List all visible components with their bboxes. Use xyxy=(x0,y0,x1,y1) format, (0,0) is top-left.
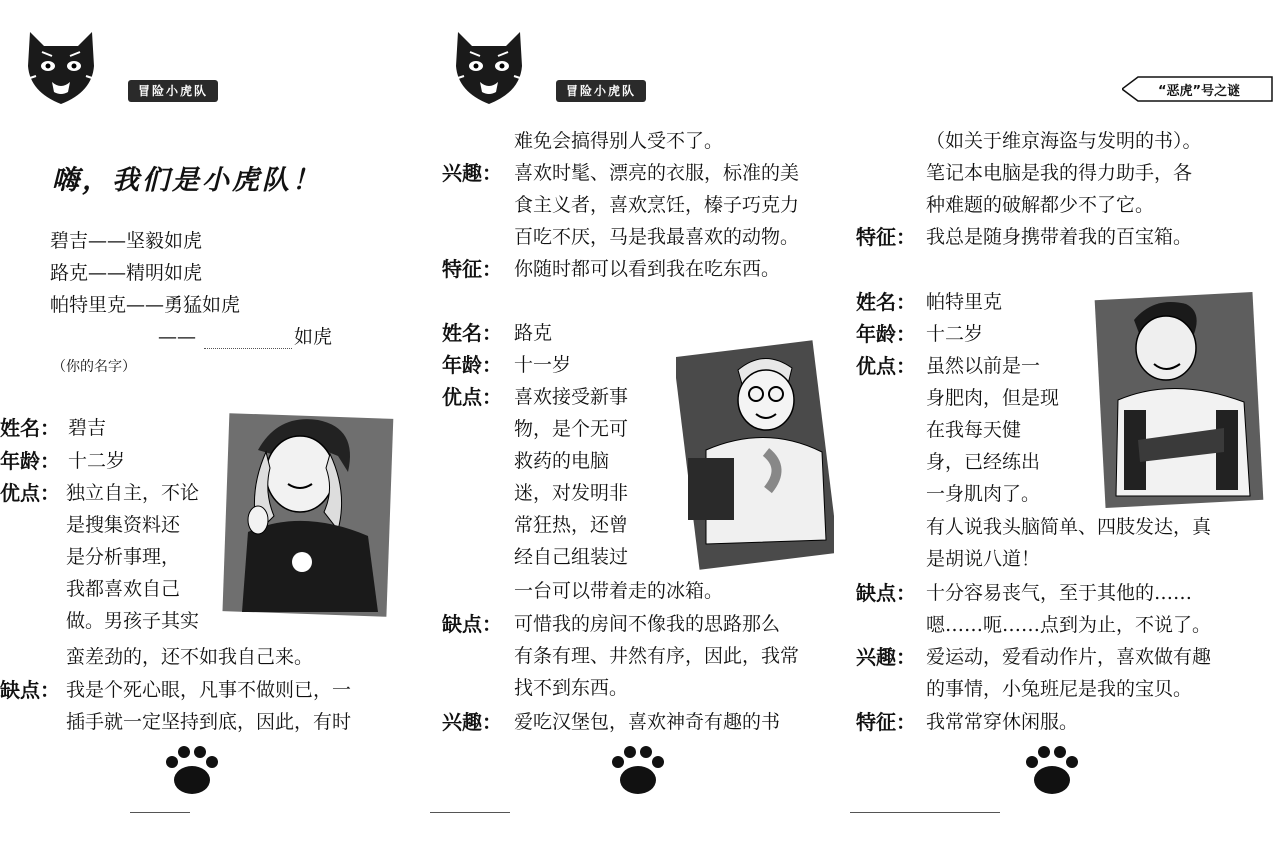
label-hobby: 兴趣： xyxy=(442,161,502,185)
label-strength: 优点： xyxy=(442,385,502,409)
label-trait: 特征： xyxy=(442,257,502,281)
motto-line: 路克——精明如虎 xyxy=(50,262,203,284)
label-age: 年龄： xyxy=(0,449,60,473)
biji-strength-line: 独立自主，不论 xyxy=(66,482,200,504)
blank-suffix: 如虎 xyxy=(294,326,333,348)
tiger-head-icon xyxy=(22,26,100,106)
biji-portrait xyxy=(218,412,396,622)
luke-strength-line: 经自己组装过 xyxy=(514,546,629,568)
footer-rule xyxy=(130,812,190,813)
footer-rule xyxy=(430,812,510,813)
label-age: 年龄： xyxy=(442,353,502,377)
paw-print-icon xyxy=(1022,744,1082,796)
patrick-strength-line: 是胡说八道！ xyxy=(926,548,1041,570)
biji-age: 十二岁 xyxy=(68,450,126,472)
patrick-weakness-line: 嗯……呃……点到为止，不说了。 xyxy=(926,614,1212,636)
luke-strength-line: 救药的电脑 xyxy=(514,450,610,472)
series-badge: 冒险小虎队 xyxy=(556,80,646,102)
luke-weakness-line: 可惜我的房间不像我的思路那么 xyxy=(514,613,781,635)
luke-hobby-line: 爱吃汉堡包，喜欢神奇有趣的书 xyxy=(514,711,781,733)
page-right xyxy=(850,0,1280,853)
book-title-text: “恶虎”号之谜 xyxy=(1158,84,1241,99)
luke-strength-line: 一台可以带着走的冰箱。 xyxy=(514,580,724,602)
blank-dash: —— xyxy=(158,326,196,348)
biji-hobby-line: 食主义者，喜欢烹饪，榛子巧克力 xyxy=(514,194,800,216)
greeting-title: 嗨，我们是小虎队！ xyxy=(52,165,322,196)
label-name: 姓名： xyxy=(856,290,916,314)
luke-name: 路克 xyxy=(514,322,553,344)
motto-line: 帕特里克——勇猛如虎 xyxy=(50,294,241,316)
patrick-weakness-line: 十分容易丧气，至于其他的…… xyxy=(926,582,1193,604)
biji-hobby-line: 喜欢时髦、漂亮的衣服，标准的美 xyxy=(514,162,800,184)
paw-print-icon xyxy=(162,744,222,796)
label-weakness: 缺点： xyxy=(856,581,916,605)
blank-note: （你的名字） xyxy=(52,359,136,375)
patrick-name: 帕特里克 xyxy=(926,291,1003,313)
footer-rule xyxy=(850,812,1000,813)
luke-weakness-line: 有条有理、井然有序，因此，我常 xyxy=(514,645,800,667)
biji-strength-line: 是搜集资料还 xyxy=(66,514,181,536)
motto-line: 碧吉——坚毅如虎 xyxy=(50,230,203,252)
biji-strength-line: 蛮差劲的，还不如我自己来。 xyxy=(66,646,314,668)
paw-print-icon xyxy=(608,744,668,796)
label-hobby: 兴趣： xyxy=(856,645,916,669)
patrick-hobby-line: 的事情，小兔班尼是我的宝贝。 xyxy=(926,678,1193,700)
luke-portrait xyxy=(676,340,834,572)
tiger-head-icon xyxy=(450,26,528,106)
label-weakness: 缺点： xyxy=(0,678,60,702)
page-left xyxy=(0,0,420,853)
biji-strength-line: 做。男孩子其实 xyxy=(66,610,200,632)
patrick-strength-line: 一身肌肉了。 xyxy=(926,483,1041,505)
luke-strength-line: 迷，对发明非 xyxy=(514,482,629,504)
name-blank-line xyxy=(204,348,292,349)
label-trait: 特征： xyxy=(856,710,916,734)
biji-weakness-tail: 难免会搞得别人受不了。 xyxy=(514,130,724,152)
luke-strength-line: 常狂热，还曾 xyxy=(514,514,629,536)
luke-hobby-line: 笔记本电脑是我的得力助手，各 xyxy=(926,162,1193,184)
patrick-portrait xyxy=(1094,290,1264,512)
luke-strength-line: 物，是个无可 xyxy=(514,418,629,440)
patrick-strength-line: 在我每天健 xyxy=(926,419,1022,441)
patrick-hobby-line: 爱运动，爱看动作片，喜欢做有趣 xyxy=(926,646,1212,668)
luke-weakness-line: 找不到东西。 xyxy=(514,677,629,699)
biji-hobby-line: 百吃不厌，马是我最喜欢的动物。 xyxy=(514,226,800,248)
biji-weakness-line: 插手就一定坚持到底，因此，有时 xyxy=(66,711,352,733)
biji-weakness-line: 我是个死心眼，凡事不做则已，一 xyxy=(66,679,352,701)
patrick-strength-line: 身，已经练出 xyxy=(926,451,1041,473)
patrick-age: 十二岁 xyxy=(926,323,984,345)
label-age: 年龄： xyxy=(856,322,916,346)
patrick-strength-line: 虽然以前是一 xyxy=(926,355,1041,377)
luke-hobby-line: （如关于维京海盗与发明的书）。 xyxy=(926,130,1202,152)
luke-hobby-line: 种难题的破解都少不了它。 xyxy=(926,194,1155,216)
patrick-strength-line: 有人说我头脑简单、四肢发达，真 xyxy=(926,516,1212,538)
patrick-strength-line: 身肥肉，但是现 xyxy=(926,387,1060,409)
label-trait: 特征： xyxy=(856,225,916,249)
label-hobby: 兴趣： xyxy=(442,710,502,734)
luke-strength-line: 喜欢接受新事 xyxy=(514,386,629,408)
luke-trait: 我总是随身携带着我的百宝箱。 xyxy=(926,226,1193,248)
biji-strength-line: 是分析事理， xyxy=(66,546,181,568)
book-title-tag xyxy=(1122,76,1274,102)
label-strength: 优点： xyxy=(0,481,60,505)
biji-strength-line: 我都喜欢自己 xyxy=(66,578,181,600)
patrick-trait: 我常常穿休闲服。 xyxy=(926,711,1079,733)
label-weakness: 缺点： xyxy=(442,612,502,636)
luke-age: 十一岁 xyxy=(514,354,572,376)
biji-name: 碧吉 xyxy=(68,417,107,439)
series-badge: 冒险小虎队 xyxy=(128,80,218,102)
biji-trait: 你随时都可以看到我在吃东西。 xyxy=(514,258,781,280)
label-name: 姓名： xyxy=(442,321,502,345)
page-middle xyxy=(430,0,850,853)
label-strength: 优点： xyxy=(856,354,916,378)
label-name: 姓名： xyxy=(0,416,60,440)
